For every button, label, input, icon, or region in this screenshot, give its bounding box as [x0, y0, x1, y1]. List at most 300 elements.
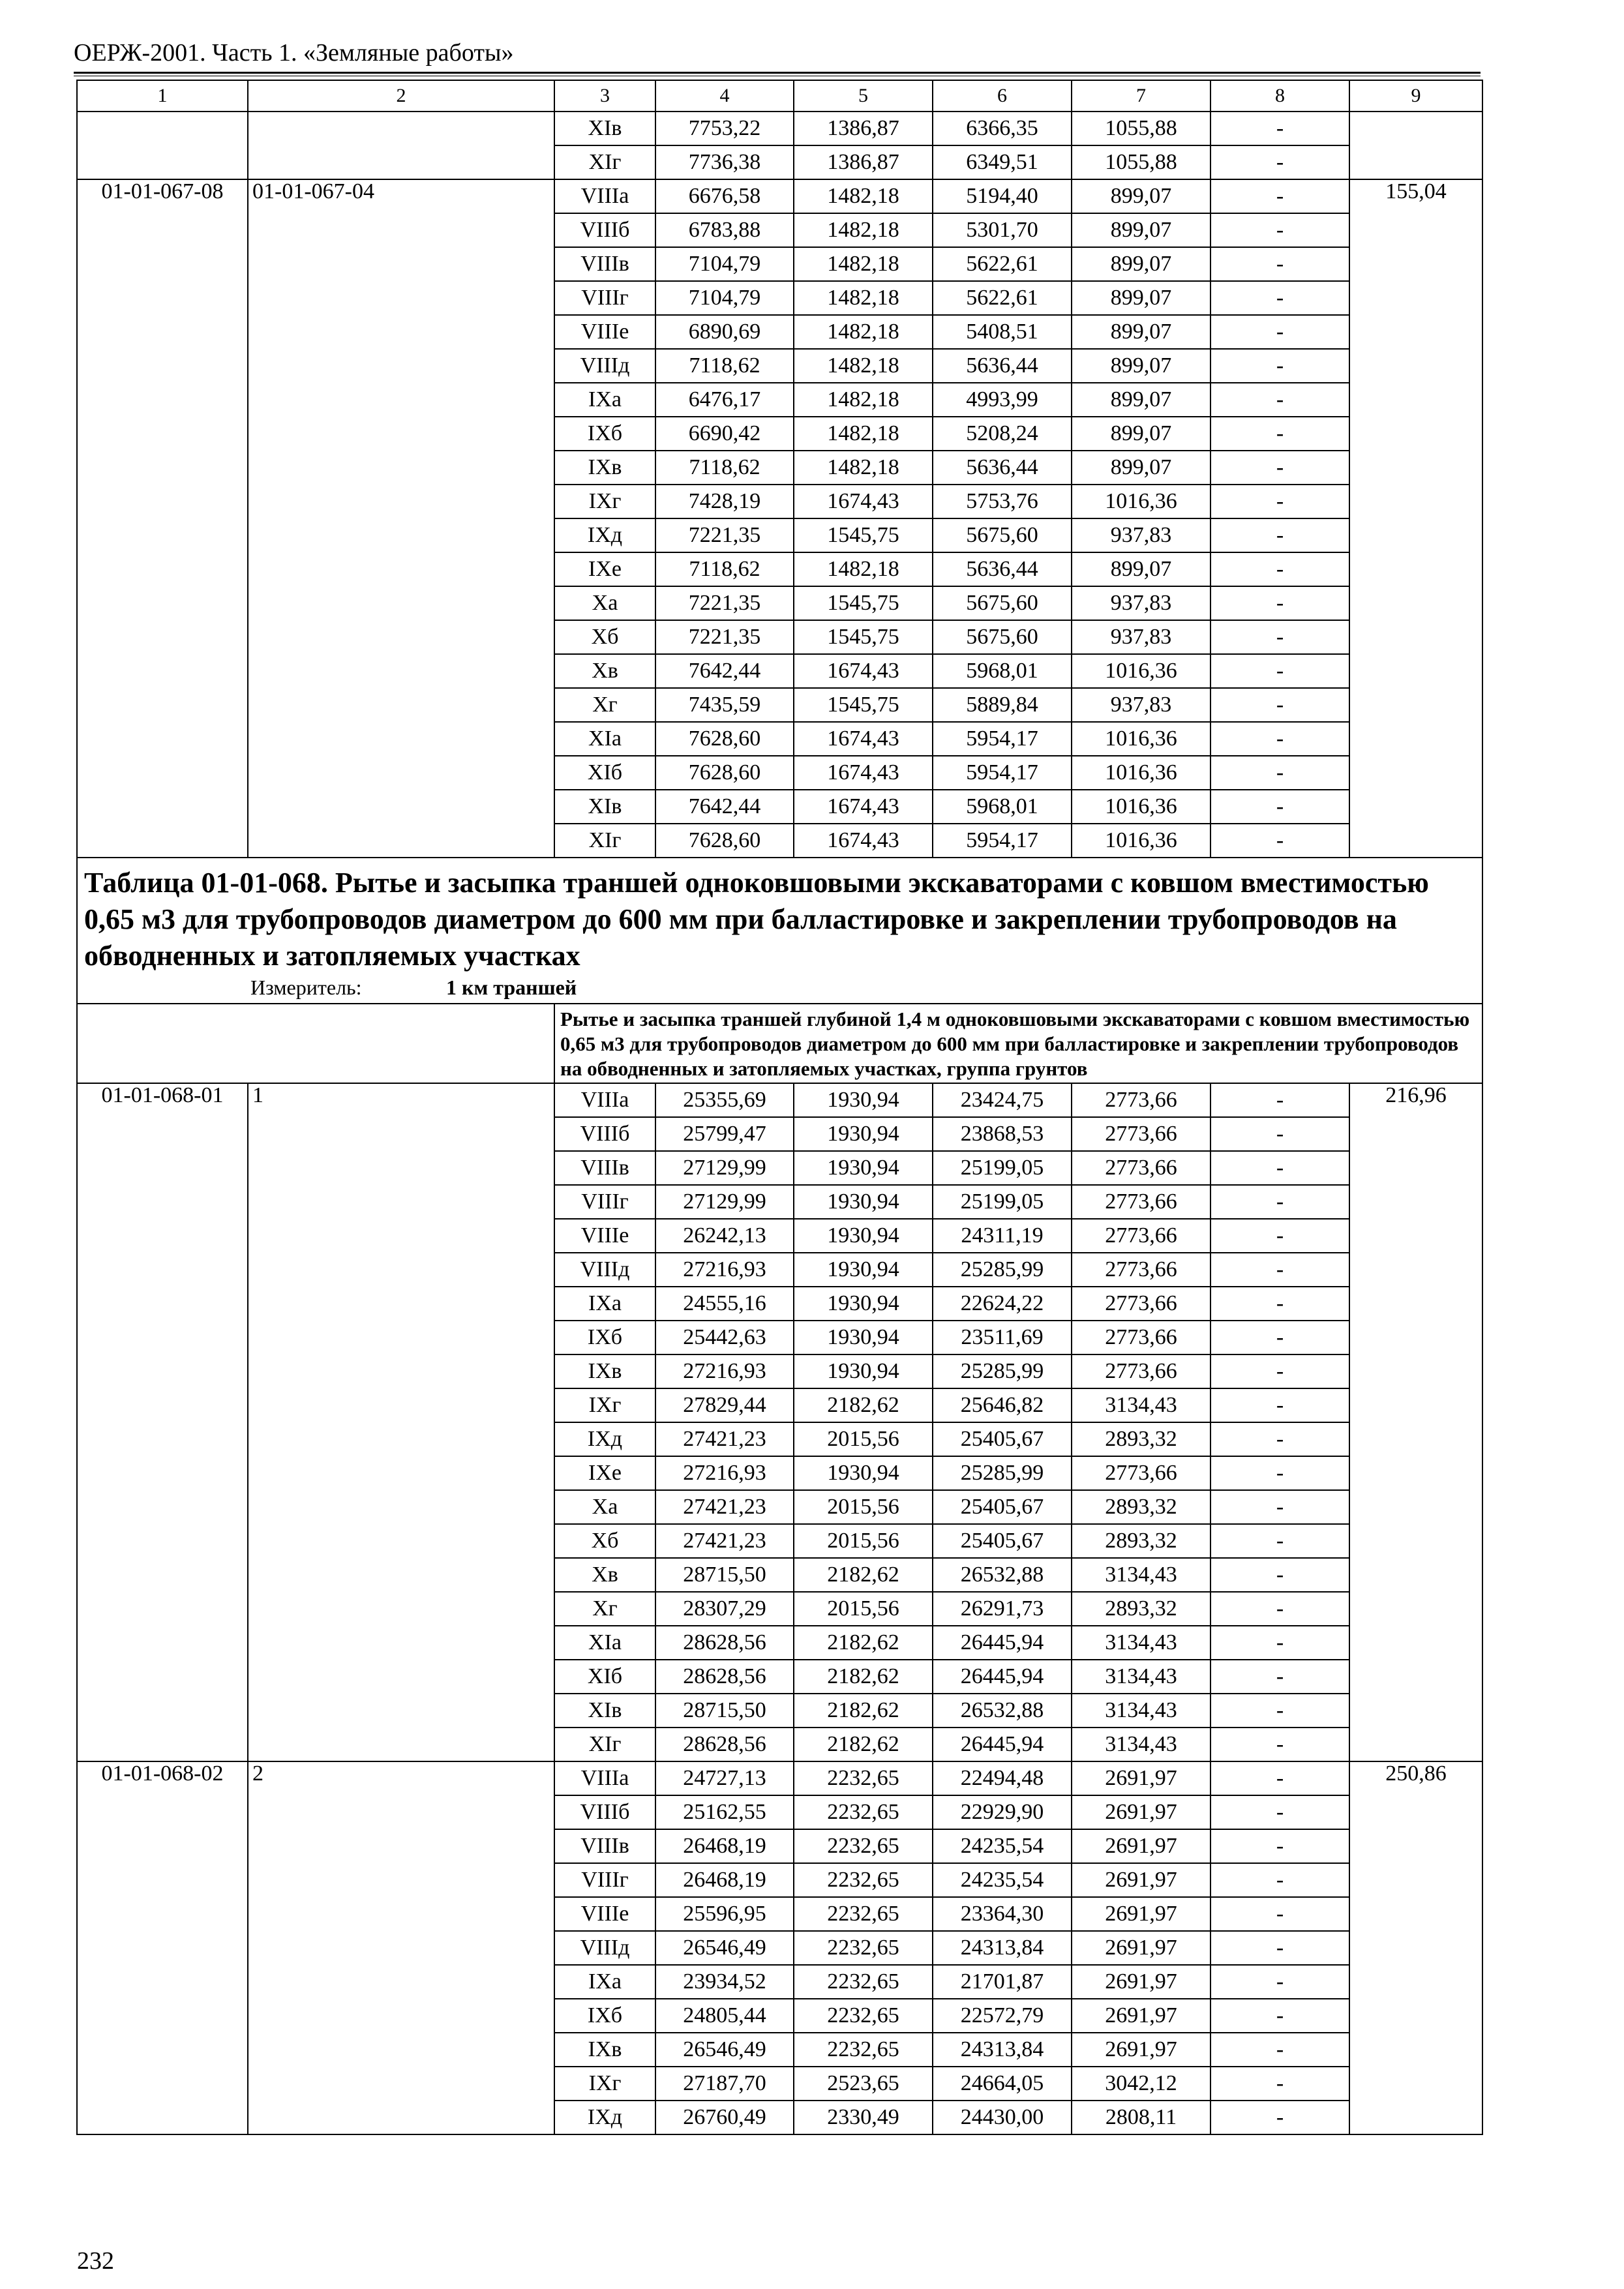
machinist-wages-cell: 2773,66 [1072, 1185, 1210, 1219]
total-cost-cell: 6676,58 [655, 179, 794, 213]
soil-group-cell: ХIб [554, 756, 655, 790]
materials-cell: - [1210, 1728, 1349, 1761]
machinist-wages-cell: 2691,97 [1072, 1999, 1210, 2033]
machines-cell: 25285,99 [933, 1354, 1072, 1388]
machinist-wages-cell: 1016,36 [1072, 485, 1210, 518]
soil-group-cell: IХд [554, 2101, 655, 2134]
soil-group-cell: VIIIд [554, 349, 655, 383]
machinist-wages-cell: 2691,97 [1072, 1931, 1210, 1965]
materials-cell: - [1210, 1185, 1349, 1219]
machines-cell: 5968,01 [933, 790, 1072, 824]
total-cost-cell: 7221,35 [655, 586, 794, 620]
machines-cell: 6366,35 [933, 112, 1072, 145]
soil-group-cell: VIIIг [554, 1185, 655, 1219]
wages-cell: 2015,56 [794, 1524, 933, 1558]
soil-group-cell: Хб [554, 620, 655, 654]
total-cost-cell: 27421,23 [655, 1490, 794, 1524]
total-cost-cell: 28628,56 [655, 1626, 794, 1660]
total-cost-cell: 7753,22 [655, 112, 794, 145]
machines-cell: 5954,17 [933, 722, 1072, 756]
materials-cell: - [1210, 688, 1349, 722]
machinist-wages-cell: 899,07 [1072, 281, 1210, 315]
wages-cell: 1482,18 [794, 349, 933, 383]
table-row [77, 112, 1482, 145]
total-cost-cell: 7118,62 [655, 552, 794, 586]
machines-cell: 24235,54 [933, 1829, 1072, 1863]
machines-cell: 26532,88 [933, 1558, 1072, 1592]
soil-group-cell: ХIа [554, 722, 655, 756]
total-cost-cell: 7628,60 [655, 722, 794, 756]
wages-cell: 1545,75 [794, 518, 933, 552]
column-number-cell: 6 [933, 80, 1072, 112]
total-cost-cell: 27216,93 [655, 1456, 794, 1490]
materials-cell: - [1210, 1660, 1349, 1694]
wages-cell: 2182,62 [794, 1388, 933, 1422]
soil-group-cell: IХе [554, 552, 655, 586]
machinist-wages-cell: 2691,97 [1072, 1795, 1210, 1829]
soil-group-cell: VIIIв [554, 1829, 655, 1863]
soil-group-cell: IХв [554, 1354, 655, 1388]
materials-cell: - [1210, 1117, 1349, 1151]
wages-cell: 1674,43 [794, 824, 933, 858]
table-title-cell [77, 858, 1482, 1004]
column-number-cell: 9 [1349, 80, 1482, 112]
machinist-wages-cell: 2773,66 [1072, 1354, 1210, 1388]
wages-cell: 1930,94 [794, 1253, 933, 1287]
wages-cell: 1545,75 [794, 688, 933, 722]
machinist-wages-cell: 2691,97 [1072, 1863, 1210, 1897]
materials-cell: - [1210, 1253, 1349, 1287]
wages-cell: 1482,18 [794, 552, 933, 586]
wages-cell: 2232,65 [794, 1965, 933, 1999]
machines-cell: 26445,94 [933, 1660, 1072, 1694]
total-cost-cell: 6476,17 [655, 383, 794, 417]
col9-cell [1349, 112, 1482, 179]
wages-cell: 1482,18 [794, 383, 933, 417]
wages-cell: 2232,65 [794, 1931, 933, 1965]
machinist-wages-cell: 2773,66 [1072, 1253, 1210, 1287]
machines-cell: 22624,22 [933, 1287, 1072, 1321]
wages-cell: 1674,43 [794, 756, 933, 790]
soil-group-cell: ХIв [554, 1694, 655, 1728]
soil-group-cell: IХб [554, 417, 655, 451]
wages-cell: 2232,65 [794, 1863, 933, 1897]
machinist-wages-cell: 1055,88 [1072, 145, 1210, 179]
machines-cell: 5636,44 [933, 349, 1072, 383]
wages-cell: 1674,43 [794, 722, 933, 756]
total-cost-cell: 7642,44 [655, 790, 794, 824]
machines-cell: 23868,53 [933, 1117, 1072, 1151]
materials-cell: - [1210, 790, 1349, 824]
machinist-wages-cell: 899,07 [1072, 552, 1210, 586]
machines-cell: 5622,61 [933, 281, 1072, 315]
machines-cell: 24313,84 [933, 1931, 1072, 1965]
machines-cell: 24664,05 [933, 2067, 1072, 2101]
wages-cell: 1482,18 [794, 451, 933, 485]
machines-cell: 25199,05 [933, 1185, 1072, 1219]
wages-cell: 1930,94 [794, 1321, 933, 1354]
column-number-cell: 1 [77, 80, 248, 112]
table-row [77, 179, 1482, 213]
materials-cell: - [1210, 1626, 1349, 1660]
header-rule [74, 72, 1481, 74]
soil-group-cell: VIIIв [554, 1151, 655, 1185]
soil-group-cell: IХд [554, 1422, 655, 1456]
total-cost-cell: 27829,44 [655, 1388, 794, 1422]
soil-group-cell: Ха [554, 586, 655, 620]
soil-group-cell: VIIIг [554, 1863, 655, 1897]
machines-cell: 23511,69 [933, 1321, 1072, 1354]
machinist-wages-cell: 2691,97 [1072, 1897, 1210, 1931]
machines-cell: 25285,99 [933, 1253, 1072, 1287]
materials-cell: - [1210, 1354, 1349, 1388]
total-cost-cell: 26546,49 [655, 1931, 794, 1965]
wages-cell: 1930,94 [794, 1287, 933, 1321]
soil-group-cell: IХв [554, 451, 655, 485]
wages-cell: 1930,94 [794, 1117, 933, 1151]
machinist-wages-cell: 937,83 [1072, 688, 1210, 722]
rate-code-cell: 01-01-068-02 [77, 1761, 248, 2134]
total-cost-cell: 25162,55 [655, 1795, 794, 1829]
soil-group-cell: ХIг [554, 1728, 655, 1761]
machinist-wages-cell: 2773,66 [1072, 1219, 1210, 1253]
machines-cell: 25405,67 [933, 1524, 1072, 1558]
wages-cell: 1545,75 [794, 586, 933, 620]
table-title: Таблица 01-01-068. Рытье и засыпка траншей одноковшовыми экскаваторами с ковшом вместимостью 0,65 м3 для трубопроводов диаметром до 600 мм при балластировке и закреплении трубопроводов на обводненных и затопляемых участках [84, 867, 1429, 972]
materials-cell: - [1210, 179, 1349, 213]
total-cost-cell: 28715,50 [655, 1558, 794, 1592]
materials-cell: - [1210, 485, 1349, 518]
machinist-wages-cell: 3134,43 [1072, 1660, 1210, 1694]
table-row [77, 1761, 1482, 1795]
wages-cell: 2330,49 [794, 2101, 933, 2134]
soil-group-cell: Ха [554, 1490, 655, 1524]
materials-cell: - [1210, 2067, 1349, 2101]
machinist-wages-cell: 3134,43 [1072, 1388, 1210, 1422]
machinist-wages-cell: 2893,32 [1072, 1422, 1210, 1456]
machines-cell: 5675,60 [933, 620, 1072, 654]
machinist-wages-cell: 899,07 [1072, 179, 1210, 213]
soil-group-cell: VIIIд [554, 1931, 655, 1965]
unit-label: Измеритель: [250, 976, 362, 999]
machinist-wages-cell: 1016,36 [1072, 756, 1210, 790]
total-cost-cell: 25799,47 [655, 1117, 794, 1151]
wages-cell: 1482,18 [794, 247, 933, 281]
soil-group-cell: VIIIе [554, 1219, 655, 1253]
wages-cell: 1482,18 [794, 315, 933, 349]
soil-group-cell: ХIв [554, 790, 655, 824]
machines-cell: 5301,70 [933, 213, 1072, 247]
materials-cell: - [1210, 315, 1349, 349]
wages-cell: 1674,43 [794, 654, 933, 688]
materials-cell: - [1210, 722, 1349, 756]
soil-group-cell: ХIа [554, 1626, 655, 1660]
wages-cell: 2182,62 [794, 1626, 933, 1660]
soil-group-cell: VIIIе [554, 315, 655, 349]
machines-cell: 5954,17 [933, 824, 1072, 858]
machines-cell: 26445,94 [933, 1626, 1072, 1660]
materials-cell: - [1210, 1422, 1349, 1456]
column-number-cell: 5 [794, 80, 933, 112]
machinist-wages-cell: 3042,12 [1072, 2067, 1210, 2101]
total-cost-cell: 24727,13 [655, 1761, 794, 1795]
total-cost-cell: 24805,44 [655, 1999, 794, 2033]
running-header: ОЕРЖ-2001. Часть 1. «Земляные работы» [74, 39, 514, 67]
soil-group-cell: IХе [554, 1456, 655, 1490]
wages-cell: 2232,65 [794, 1897, 933, 1931]
soil-group-cell: VIIIб [554, 1117, 655, 1151]
soil-group-cell: Хв [554, 1558, 655, 1592]
machines-cell: 22572,79 [933, 1999, 1072, 2033]
wages-cell: 2182,62 [794, 1558, 933, 1592]
total-cost-cell: 7435,59 [655, 688, 794, 722]
page-number: 232 [77, 2247, 114, 2275]
machines-cell: 5622,61 [933, 247, 1072, 281]
materials-cell: - [1210, 1694, 1349, 1728]
machinist-wages-cell: 899,07 [1072, 349, 1210, 383]
total-cost-cell: 28715,50 [655, 1694, 794, 1728]
soil-group-cell: IХб [554, 1999, 655, 2033]
total-cost-cell: 28628,56 [655, 1660, 794, 1694]
wages-cell: 1930,94 [794, 1151, 933, 1185]
total-cost-cell: 23934,52 [655, 1965, 794, 1999]
machinist-wages-cell: 2773,66 [1072, 1456, 1210, 1490]
machines-cell: 25646,82 [933, 1388, 1072, 1422]
machines-cell: 23364,30 [933, 1897, 1072, 1931]
wages-cell: 1482,18 [794, 179, 933, 213]
rate-ref-cell: 01-01-067-04 [248, 179, 554, 858]
machines-cell: 24235,54 [933, 1863, 1072, 1897]
total-cost-cell: 7118,62 [655, 349, 794, 383]
wages-cell: 1930,94 [794, 1456, 933, 1490]
machines-cell: 24313,84 [933, 2033, 1072, 2067]
unit-value: 1 км траншей [446, 976, 577, 999]
machinist-wages-cell: 2893,32 [1072, 1490, 1210, 1524]
materials-cell: - [1210, 247, 1349, 281]
total-cost-cell: 26468,19 [655, 1863, 794, 1897]
rate-col9-cell: 250,86 [1349, 1761, 1482, 2134]
soil-group-cell: VIIIа [554, 1083, 655, 1117]
column-number-cell: 4 [655, 80, 794, 112]
rate-col9-cell: 216,96 [1349, 1083, 1482, 1761]
total-cost-cell: 7642,44 [655, 654, 794, 688]
total-cost-cell: 26242,13 [655, 1219, 794, 1253]
column-number-row [77, 80, 1482, 112]
materials-cell: - [1210, 654, 1349, 688]
materials-cell: - [1210, 1456, 1349, 1490]
total-cost-cell: 28628,56 [655, 1728, 794, 1761]
machines-cell: 26291,73 [933, 1592, 1072, 1626]
machines-cell: 5954,17 [933, 756, 1072, 790]
soil-group-cell: IХа [554, 1287, 655, 1321]
machines-cell: 5889,84 [933, 688, 1072, 722]
soil-group-cell: IХа [554, 1965, 655, 1999]
materials-cell: - [1210, 1524, 1349, 1558]
machines-cell: 25199,05 [933, 1151, 1072, 1185]
materials-cell: - [1210, 349, 1349, 383]
materials-cell: - [1210, 1219, 1349, 1253]
machines-cell: 22929,90 [933, 1795, 1072, 1829]
soil-group-cell: IХг [554, 2067, 655, 2101]
wages-cell: 2232,65 [794, 1999, 933, 2033]
machinist-wages-cell: 1016,36 [1072, 654, 1210, 688]
total-cost-cell: 26760,49 [655, 2101, 794, 2134]
wages-cell: 1674,43 [794, 790, 933, 824]
machinist-wages-cell: 2691,97 [1072, 2033, 1210, 2067]
wages-cell: 2015,56 [794, 1592, 933, 1626]
description-row [77, 1004, 1482, 1083]
materials-cell: - [1210, 281, 1349, 315]
machinist-wages-cell: 899,07 [1072, 417, 1210, 451]
machinist-wages-cell: 3134,43 [1072, 1728, 1210, 1761]
wages-cell: 1930,94 [794, 1083, 933, 1117]
materials-cell: - [1210, 2101, 1349, 2134]
soil-group-cell: ХIг [554, 824, 655, 858]
total-cost-cell: 7221,35 [655, 620, 794, 654]
materials-cell: - [1210, 1795, 1349, 1829]
wages-cell: 2015,56 [794, 1490, 933, 1524]
machinist-wages-cell: 2691,97 [1072, 1829, 1210, 1863]
materials-cell: - [1210, 1863, 1349, 1897]
machines-cell: 5968,01 [933, 654, 1072, 688]
total-cost-cell: 25355,69 [655, 1083, 794, 1117]
column-number-cell: 3 [554, 80, 655, 112]
soil-group-cell: VIIIе [554, 1897, 655, 1931]
total-cost-cell: 27421,23 [655, 1524, 794, 1558]
total-cost-cell: 27129,99 [655, 1185, 794, 1219]
materials-cell: - [1210, 213, 1349, 247]
total-cost-cell: 7628,60 [655, 824, 794, 858]
wages-cell: 2182,62 [794, 1660, 933, 1694]
machines-cell: 5194,40 [933, 179, 1072, 213]
total-cost-cell: 25442,63 [655, 1321, 794, 1354]
total-cost-cell: 24555,16 [655, 1287, 794, 1321]
machines-cell: 5675,60 [933, 518, 1072, 552]
machinist-wages-cell: 2808,11 [1072, 2101, 1210, 2134]
wages-cell: 2232,65 [794, 2033, 933, 2067]
machines-cell: 5636,44 [933, 552, 1072, 586]
wages-cell: 2232,65 [794, 1829, 933, 1863]
materials-cell: - [1210, 1931, 1349, 1965]
materials-cell: - [1210, 1761, 1349, 1795]
machinist-wages-cell: 2691,97 [1072, 1761, 1210, 1795]
machines-cell: 5408,51 [933, 315, 1072, 349]
machinist-wages-cell: 899,07 [1072, 213, 1210, 247]
materials-cell: - [1210, 824, 1349, 858]
materials-cell: - [1210, 451, 1349, 485]
total-cost-cell: 7118,62 [655, 451, 794, 485]
total-cost-cell: 27421,23 [655, 1422, 794, 1456]
total-cost-cell: 6783,88 [655, 213, 794, 247]
rate-code-cell: 01-01-067-08 [77, 179, 248, 858]
machinist-wages-cell: 899,07 [1072, 247, 1210, 281]
total-cost-cell: 25596,95 [655, 1897, 794, 1931]
machines-cell: 25405,67 [933, 1422, 1072, 1456]
wages-cell: 1930,94 [794, 1354, 933, 1388]
wages-cell: 2232,65 [794, 1795, 933, 1829]
total-cost-cell: 26468,19 [655, 1829, 794, 1863]
wages-cell: 2523,65 [794, 2067, 933, 2101]
soil-group-cell: ХIв [554, 112, 655, 145]
soil-group-cell: IХд [554, 518, 655, 552]
machinist-wages-cell: 899,07 [1072, 315, 1210, 349]
soil-group-cell: Хв [554, 654, 655, 688]
soil-group-cell: ХIг [554, 145, 655, 179]
machinist-wages-cell: 2773,66 [1072, 1287, 1210, 1321]
total-cost-cell: 26546,49 [655, 2033, 794, 2067]
wages-cell: 1545,75 [794, 620, 933, 654]
machines-cell: 25405,67 [933, 1490, 1072, 1524]
materials-cell: - [1210, 1592, 1349, 1626]
machinist-wages-cell: 3134,43 [1072, 1626, 1210, 1660]
wages-cell: 1386,87 [794, 145, 933, 179]
machines-cell: 26445,94 [933, 1728, 1072, 1761]
rate-ref-cell: 1 [248, 1083, 554, 1761]
materials-cell: - [1210, 1388, 1349, 1422]
machinist-wages-cell: 2893,32 [1072, 1592, 1210, 1626]
materials-cell: - [1210, 1490, 1349, 1524]
materials-cell: - [1210, 1897, 1349, 1931]
machinist-wages-cell: 899,07 [1072, 383, 1210, 417]
materials-cell: - [1210, 756, 1349, 790]
total-cost-cell: 7628,60 [655, 756, 794, 790]
machinist-wages-cell: 1055,88 [1072, 112, 1210, 145]
materials-cell: - [1210, 1999, 1349, 2033]
soil-group-cell: IХб [554, 1321, 655, 1354]
machines-cell: 21701,87 [933, 1965, 1072, 1999]
total-cost-cell: 27129,99 [655, 1151, 794, 1185]
materials-cell: - [1210, 620, 1349, 654]
column-number-cell: 8 [1210, 80, 1349, 112]
soil-group-cell: IХг [554, 485, 655, 518]
wages-cell: 2015,56 [794, 1422, 933, 1456]
materials-cell: - [1210, 1151, 1349, 1185]
ref-cell [248, 112, 554, 179]
soil-group-cell: VIIIа [554, 1761, 655, 1795]
machinist-wages-cell: 2773,66 [1072, 1083, 1210, 1117]
wages-cell: 1482,18 [794, 417, 933, 451]
materials-cell: - [1210, 1829, 1349, 1863]
machines-cell: 26532,88 [933, 1694, 1072, 1728]
materials-cell: - [1210, 145, 1349, 179]
soil-group-cell: Хг [554, 1592, 655, 1626]
materials-cell: - [1210, 2033, 1349, 2067]
wages-cell: 1482,18 [794, 281, 933, 315]
materials-cell: - [1210, 112, 1349, 145]
total-cost-cell: 7428,19 [655, 485, 794, 518]
table-title-row [77, 858, 1482, 1004]
materials-cell: - [1210, 417, 1349, 451]
materials-cell: - [1210, 518, 1349, 552]
wages-cell: 1930,94 [794, 1219, 933, 1253]
wages-cell: 2232,65 [794, 1761, 933, 1795]
materials-cell: - [1210, 586, 1349, 620]
wages-cell: 1482,18 [794, 213, 933, 247]
machinist-wages-cell: 2773,66 [1072, 1151, 1210, 1185]
soil-group-cell: VIIIг [554, 281, 655, 315]
soil-group-cell: IХв [554, 2033, 655, 2067]
soil-group-cell: ХIб [554, 1660, 655, 1694]
soil-group-cell: IХг [554, 1388, 655, 1422]
wages-cell: 1930,94 [794, 1185, 933, 1219]
total-cost-cell: 27216,93 [655, 1354, 794, 1388]
materials-cell: - [1210, 1083, 1349, 1117]
total-cost-cell: 7104,79 [655, 281, 794, 315]
soil-group-cell: Хг [554, 688, 655, 722]
machinist-wages-cell: 2773,66 [1072, 1321, 1210, 1354]
machines-cell: 5208,24 [933, 417, 1072, 451]
materials-cell: - [1210, 1965, 1349, 1999]
